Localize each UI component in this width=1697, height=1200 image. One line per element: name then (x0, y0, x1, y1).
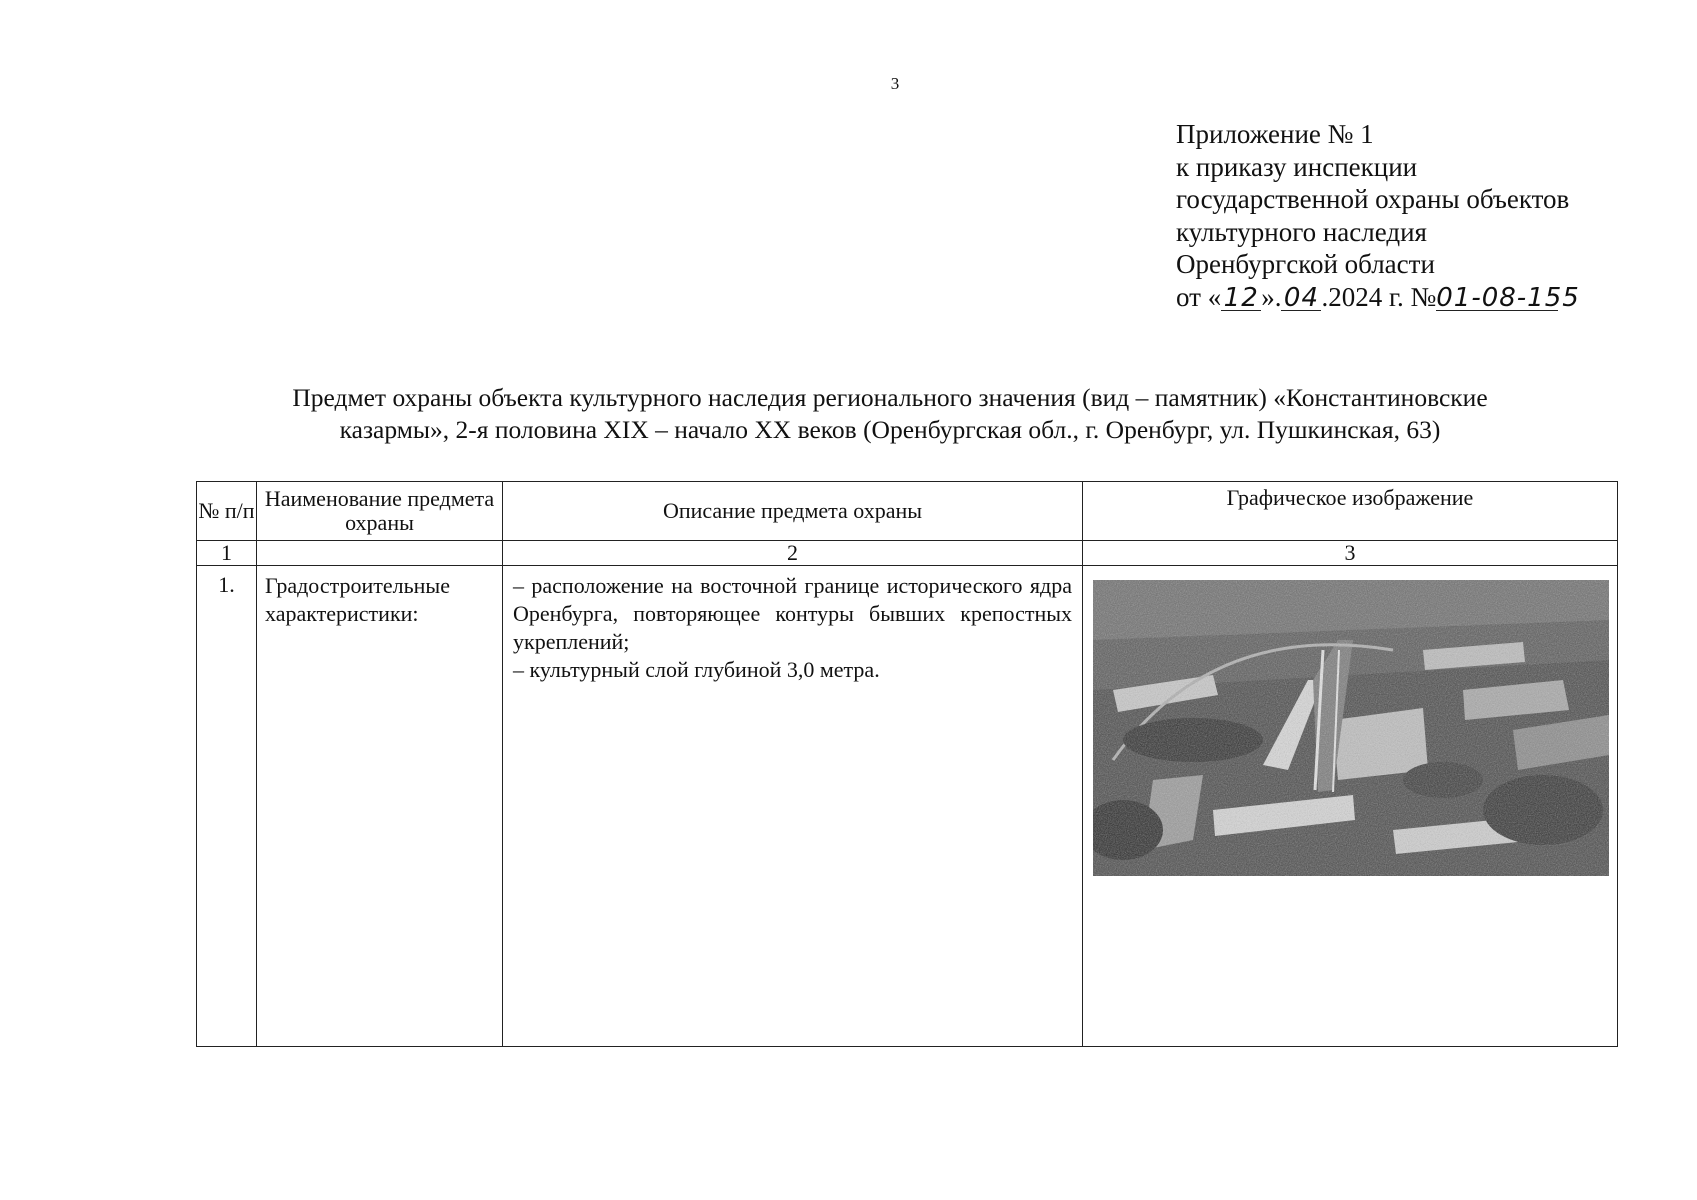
header-name: Наименование предмета охраны (257, 482, 503, 541)
order-date-line (1176, 281, 1580, 314)
appendix-line: Приложение № 1 (1176, 119, 1374, 149)
title-line: казармы», 2-я половина XIX – начало XX веков (Оренбургская обл., г. Оренбург, ул. Пушкинская, 63) (339, 415, 1441, 444)
date-prefix: от « (1176, 281, 1222, 312)
page-number: 3 (890, 74, 900, 93)
row-description (503, 566, 1083, 1047)
order-month: 04 (1281, 286, 1321, 311)
header-num: № п/п (197, 482, 257, 541)
header-description: Описание предмета охраны (503, 482, 1083, 541)
appendix-line: культурного наследия (1176, 216, 1427, 247)
column-number (257, 541, 503, 566)
row-number: 1. (197, 566, 257, 1047)
protection-table (196, 481, 1618, 1047)
column-number-row (197, 541, 1618, 566)
title-line: Предмет охраны объекта культурного наследия регионального значения (вид – памятник) «Константиновские (292, 383, 1488, 412)
table-row (197, 566, 1618, 1047)
table-header-row (197, 482, 1618, 541)
column-number: 3 (1083, 541, 1618, 566)
date-mid: ». (1261, 281, 1282, 312)
year-suffix: .2024 г. № (1321, 281, 1437, 312)
description-item: – культурный слой глубиной 3,0 метра. (513, 657, 880, 682)
aerial-photo-image (1093, 580, 1609, 876)
column-number: 1 (197, 541, 257, 566)
appendix-line: государственной охраны объектов (1176, 184, 1570, 214)
order-number: 01-08-155 (1436, 282, 1580, 313)
row-image-cell (1083, 566, 1618, 1047)
appendix-line: к приказу инспекции (1176, 151, 1418, 182)
document-title (200, 382, 1580, 446)
order-day: 12 (1221, 286, 1261, 311)
description-item: – расположение на восточной границе исторического ядра Оренбурга, повторяющее контуры бывших крепостных укреплений; (513, 573, 1072, 654)
header-image: Графическое изображение (1083, 482, 1618, 541)
column-number: 2 (503, 541, 1083, 566)
appendix-block (1176, 118, 1580, 313)
row-name: Градостроительные характеристики: (257, 566, 503, 1047)
appendix-line: Оренбургской области (1176, 249, 1435, 279)
